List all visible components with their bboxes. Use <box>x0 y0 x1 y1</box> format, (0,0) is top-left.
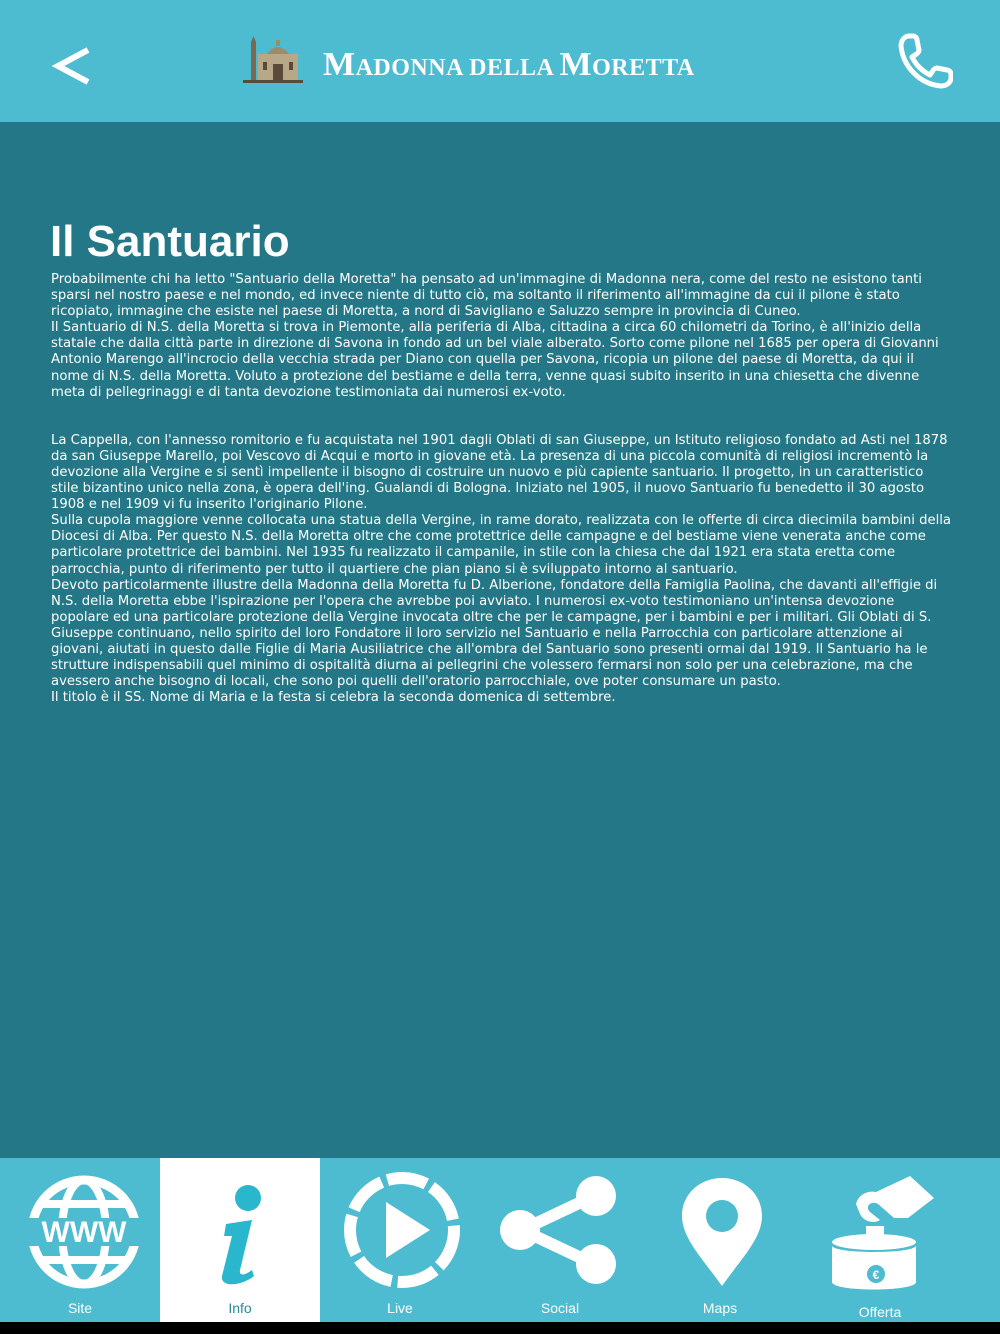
tab-label: Info <box>228 1300 252 1316</box>
tab-maps[interactable] <box>640 1158 800 1322</box>
tab-label: Maps <box>702 1300 738 1316</box>
back-button[interactable] <box>50 38 100 94</box>
play-icon <box>320 1158 480 1298</box>
tab-label: Social <box>540 1300 580 1316</box>
article-paragraph: Probabilmente chi ha letto "Santuario della Moretta" ha pensato ad un'immagine di Madonna nera, come del resto ne esistono tanti sparsi nel nostro paese e nel mondo, ed invece niente di tutto ciò, ma soltanto il riferimento all'immagine da cui il pilone è stato ricopiato, immagine che esiste nel paese di Moretta, a nord di Savigliano e Saluzzo sempre in provincia di Cuneo. <box>51 272 922 320</box>
church-icon <box>243 36 303 84</box>
bottom-tab-bar <box>0 1158 1000 1322</box>
tab-info[interactable] <box>160 1158 320 1322</box>
call-button[interactable] <box>897 32 953 90</box>
article-paragraph: Il titolo è il SS. Nome di Maria e la festa si celebra la seconda domenica di settembre. <box>51 690 616 706</box>
tab-label: Site <box>67 1300 93 1316</box>
map-pin-icon <box>640 1158 800 1298</box>
article-paragraph: Il Santuario di N.S. della Moretta si trova in Piemonte, alla periferia di Alba, cittadina a circa 60 chilometri da Torino, è all'inizio della statale che dalla città parte in direzione di Savona in fondo ad un bel viale alberato. Sorto come pilone nel 1685 per opera di Giovanni Antonio Marengo all'incrocio della vecchia strada per Diano con quella per Savona, ricopia un pilone del paese di Moretta, da qui il nome di N.S. della Moretta. Voluto a protezione del bestiame e della terra, venne quasi subito inserito in una chiesetta che divenne meta di pellegrinaggi e di tanta devozione testimoniata dai numerosi ex-voto. <box>51 320 939 400</box>
phone-icon <box>897 32 953 90</box>
chevron-left-icon <box>50 38 100 94</box>
content-area <box>0 122 1000 1158</box>
tab-social[interactable] <box>480 1158 640 1322</box>
article-paragraph: Devoto particolarmente illustre della Madonna della Moretta fu D. Alberione, fondatore della Famiglia Paolina, che davanti all'effigie di N.S. della Moretta ebbe l'ispirazione per l'opera che avrebbe poi avviato. I numerosi ex-voto testimoniano un'intensa devozione popolare ed una particolare protezione della Vergine invocata oltre che per le campagne, per i bambini e per i militari. Gli Oblati di S. Giuseppe continuano, nello spirito del loro Fondatore il loro servizio nel Santuario e nella Parrocchia con particolare attenzione ai giovani, aiutati in questo dalle Figlie di Maria Ausiliatrice che all'ombra del Santuario sono presenti ormai dal 1919. Il Santuario ha le strutture indispensabili quel minimo di ospitalità diurna ai pellegrini che volessero fermarsi non solo per una celebrazione, ma che avessero anche bisogno di locali, che sono poi quelli dell'oratorio parrocchiale, ove poter consumare un pasto. <box>51 577 938 690</box>
info-icon <box>160 1158 320 1298</box>
donation-box-icon <box>800 1158 960 1298</box>
tab-label: Live <box>387 1300 413 1316</box>
article-paragraph: Sulla cupola maggiore venne collocata una statua della Vergine, in rame dorato, realizzata con le offerte di circa diecimila bambini della Diocesi di Alba. Per questo N.S. della Moretta oltre che come protettrice delle campagne e del bestiame viene venerata anche come particolare protettrice dei bambini. Nel 1935 fu realizzato il campanile, in stile con la chiesa che dal 1921 era stata eretta come parrocchia, punto di riferimento per tutto il quartiere che pian piano si è sviluppato intorno al santuario. <box>51 513 951 577</box>
svg-text:WWW: WWW <box>41 1216 127 1249</box>
bottom-strip <box>0 1322 1000 1334</box>
article-body <box>51 272 951 706</box>
globe-www-icon <box>0 1158 160 1298</box>
app-name: MADONNA DELLA MORETTA <box>323 46 695 83</box>
app-logo <box>243 36 768 86</box>
tab-site[interactable] <box>0 1158 160 1322</box>
tab-offerta[interactable] <box>800 1158 960 1322</box>
article-paragraph: La Cappella, con l'annesso romitorio e fu acquistata nel 1901 dagli Oblati di san Giuseppe, un Istituto religioso fondato ad Asti nel 1878 da san Giuseppe Marello, poi Vescovo di Acqui e morto in giovane età. La presenza di una piccola comunità di religiosi incrementò la devozione alla Vergine e si sentì impellente il bisogno di costruire un nuovo e più capiente santuario. Il progetto, in un caratteristico stile bizantino unico nella zona, è opera dell'ing. Gualandi di Bologna. Iniziato nel 1905, il nuovo Santuario fu benedetto il 30 agosto 1908 e nel 1909 vi fu inserito l'originario Pilone. <box>51 432 948 513</box>
page-title: Il Santuario <box>50 217 290 266</box>
tab-label: Offerta <box>858 1304 902 1320</box>
svg-text:€: € <box>872 1268 880 1282</box>
app-header <box>0 0 1000 122</box>
share-icon <box>480 1158 640 1298</box>
tab-live[interactable] <box>320 1158 480 1322</box>
